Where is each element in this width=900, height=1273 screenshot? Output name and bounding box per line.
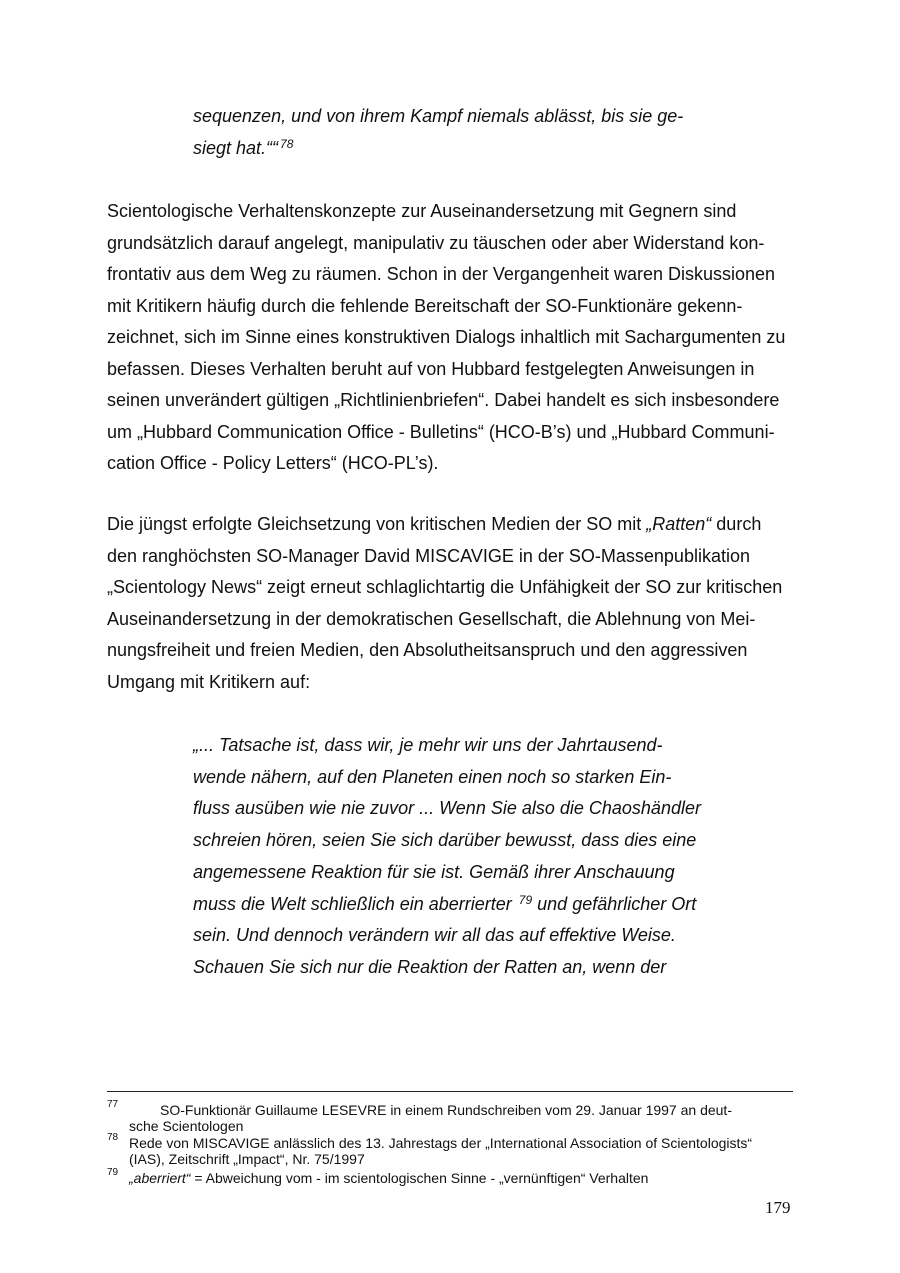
footnote-number: 79 bbox=[107, 1167, 119, 1178]
paragraph-line: Die jüngst erfolgte Gleichsetzung von kritischen Medien der SO mit „Ratten“ durch bbox=[107, 514, 762, 534]
paragraph-line: Umgang mit Kritikern auf: bbox=[107, 671, 311, 692]
paragraph-line: befassen. Dieses Verhalten beruht auf von Hubbard festgelegten Anweisungen in bbox=[107, 358, 755, 379]
footnote-number: 78 bbox=[107, 1132, 119, 1143]
footnote-77 bbox=[107, 1099, 732, 1134]
page-number: 179 bbox=[765, 1198, 791, 1217]
footnote-79 bbox=[107, 1167, 649, 1186]
footnote-separator bbox=[107, 1091, 793, 1092]
paragraph-line: nungsfreiheit und freien Medien, den Absolutheitsanspruch und den aggressiven bbox=[107, 640, 748, 660]
quote-line: schreien hören, seien Sie sich darüber bewusst, dass dies eine bbox=[193, 830, 697, 851]
quote-line: Schauen Sie sich nur die Reaktion der Ratten an, wenn der bbox=[193, 956, 667, 977]
quote-line: siegt hat.““ $^{78}$ bbox=[193, 136, 294, 158]
italic-term-ratten: „Ratten“ bbox=[646, 514, 712, 534]
paragraph-line: um „Hubbard Communication Office - Bulletins“ (HCO-B’s) und „Hubbard Communi- bbox=[107, 421, 775, 442]
footnote-ref-79: 79 bbox=[518, 892, 533, 907]
paragraph-line: zeichnet, sich im Sinne eines konstruktiven Dialogs inhaltlich mit Sachargumenten zu bbox=[107, 327, 786, 347]
quote-line: sein. Und dennoch verändern wir all das auf effektive Weise. bbox=[193, 925, 676, 946]
footnote-text: (IAS), Zeitschrift „Impact“, Nr. 75/1997 bbox=[129, 1151, 365, 1167]
footnote-text: Rede von MISCAVIGE anlässlich des 13. Jahrestags der „International Association of Scientologists“ bbox=[129, 1135, 753, 1151]
body-paragraph-2 bbox=[107, 509, 807, 698]
paragraph-line: frontativ aus dem Weg zu räumen. Schon in der Vergangenheit waren Diskussionen bbox=[107, 264, 776, 284]
quote-line: angemessene Reaktion für sie ist. Gemäß ihrer Anschauung bbox=[193, 861, 675, 882]
footnote-text: „aberriert“ = Abweichung vom - im scientologischen Sinne - „vernünftigen“ Verhalten bbox=[129, 1170, 649, 1186]
footnote-number: 77 bbox=[107, 1099, 119, 1110]
paragraph-line: mit Kritikern häufig durch die fehlende Bereitschaft der SO-Funktionäre gekenn- bbox=[107, 295, 743, 316]
paragraph-line: den ranghöchsten SO-Manager David MISCAVIGE in der SO-Massenpublikation bbox=[107, 545, 750, 566]
footnote-text: sche Scientologen bbox=[129, 1118, 244, 1134]
quote-line: wende nähern, auf den Planeten einen noch so starken Ein- bbox=[193, 766, 672, 787]
paragraph-line: seinen unverändert gültigen „Richtlinienbriefen“. Dabei handelt es sich insbesondere bbox=[107, 390, 780, 410]
footnote-text: SO-Funktionär Guillaume LESEVRE in einem Rundschreiben vom 29. Januar 1997 an deut- bbox=[160, 1102, 732, 1118]
paragraph-line: Scientologische Verhaltenskonzepte zur Auseinandersetzung mit Gegnern sind bbox=[107, 201, 737, 221]
quote-line: sequenzen, und von ihrem Kampf niemals ablässt, bis sie ge- bbox=[193, 106, 684, 126]
paragraph-line: cation Office - Policy Letters“ (HCO-PL’s). bbox=[107, 453, 439, 473]
italic-term-aberriert: „aberriert“ bbox=[129, 1170, 191, 1186]
body-paragraph-1 bbox=[107, 196, 807, 480]
footnote-ref-78: 78 bbox=[280, 136, 294, 151]
paragraph-line: „Scientology News“ zeigt erneut schlaglichtartig die Unfähigkeit der SO zur kritischen bbox=[107, 577, 783, 597]
quote-line: fluss ausüben wie nie zuvor ... Wenn Sie also die Chaoshändler bbox=[193, 798, 701, 819]
block-quote bbox=[193, 730, 723, 984]
quote-line: muss die Welt schließlich ein aberrierter $^{79}$ und gefährlicher Ort bbox=[193, 892, 697, 914]
paragraph-line: grundsätzlich darauf angelegt, manipulativ zu täuschen oder aber Widerstand kon- bbox=[107, 232, 765, 253]
quote-continuation bbox=[193, 101, 723, 164]
footnote-78 bbox=[107, 1132, 753, 1167]
quote-line: „... Tatsache ist, dass wir, je mehr wir uns der Jahrtausend- bbox=[193, 735, 663, 755]
paragraph-line: Auseinandersetzung in der demokratischen Gesellschaft, die Ablehnung von Mei- bbox=[107, 608, 756, 629]
